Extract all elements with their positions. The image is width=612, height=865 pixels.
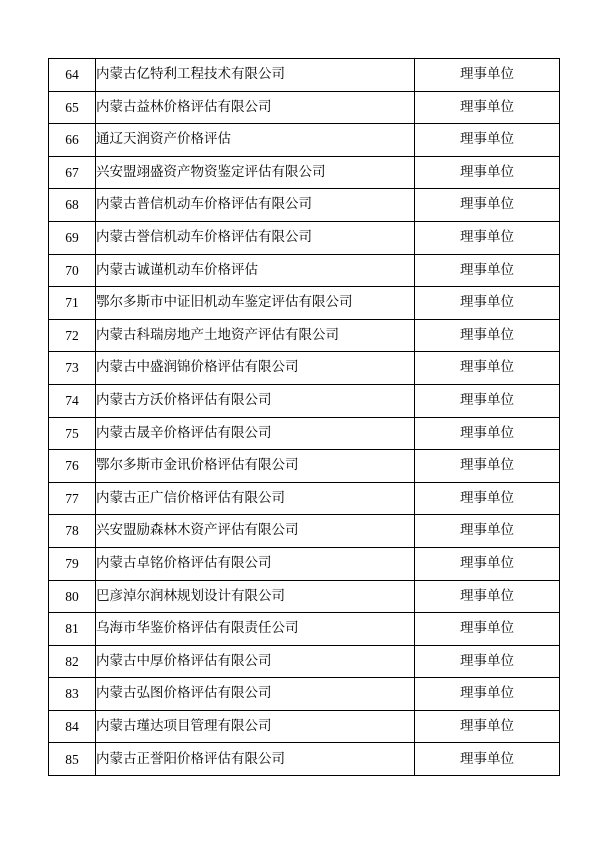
row-number: 78: [49, 515, 96, 548]
company-name: 内蒙古晟辛价格评估有限公司: [96, 417, 415, 450]
company-name: 鄂尔多斯市金讯价格评估有限公司: [96, 450, 415, 483]
company-name: 兴安盟励森林木资产评估有限公司: [96, 515, 415, 548]
company-name: 巴彦淖尔润林规划设计有限公司: [96, 580, 415, 613]
table-row: [49, 580, 560, 613]
row-number: 69: [49, 221, 96, 254]
company-name: 通辽天润资产价格评估: [96, 124, 415, 157]
table-row: [49, 91, 560, 124]
company-name: 内蒙古诚谨机动车价格评估: [96, 254, 415, 287]
row-number: 75: [49, 417, 96, 450]
member-table: [48, 58, 560, 776]
member-role: 理事单位: [415, 221, 560, 254]
table-row: [49, 515, 560, 548]
company-name: 内蒙古中厚价格评估有限公司: [96, 645, 415, 678]
member-role: 理事单位: [415, 710, 560, 743]
table-row: [49, 254, 560, 287]
table-row: [49, 645, 560, 678]
row-number: 73: [49, 352, 96, 385]
row-number: 79: [49, 547, 96, 580]
member-role: 理事单位: [415, 319, 560, 352]
company-name: 内蒙古科瑞房地产土地资产评估有限公司: [96, 319, 415, 352]
table-row: [49, 221, 560, 254]
member-role: 理事单位: [415, 156, 560, 189]
row-number: 71: [49, 287, 96, 320]
member-role: 理事单位: [415, 417, 560, 450]
member-role: 理事单位: [415, 254, 560, 287]
member-role: 理事单位: [415, 678, 560, 711]
row-number: 65: [49, 91, 96, 124]
row-number: 77: [49, 482, 96, 515]
row-number: 80: [49, 580, 96, 613]
table-row: [49, 482, 560, 515]
table-row: [49, 384, 560, 417]
row-number: 83: [49, 678, 96, 711]
table-row: [49, 189, 560, 222]
table-row: [49, 743, 560, 776]
row-number: 74: [49, 384, 96, 417]
company-name: 内蒙古正誉阳价格评估有限公司: [96, 743, 415, 776]
company-name: 内蒙古方沃价格评估有限公司: [96, 384, 415, 417]
member-role: 理事单位: [415, 59, 560, 92]
company-name: 鄂尔多斯市中证旧机动车鉴定评估有限公司: [96, 287, 415, 320]
member-role: 理事单位: [415, 384, 560, 417]
row-number: 76: [49, 450, 96, 483]
member-role: 理事单位: [415, 91, 560, 124]
row-number: 72: [49, 319, 96, 352]
company-name: 内蒙古中盛润锦价格评估有限公司: [96, 352, 415, 385]
member-role: 理事单位: [415, 580, 560, 613]
row-number: 81: [49, 613, 96, 646]
table-row: [49, 156, 560, 189]
member-role: 理事单位: [415, 613, 560, 646]
row-number: 85: [49, 743, 96, 776]
table-row: [49, 59, 560, 92]
company-name: 内蒙古正广信价格评估有限公司: [96, 482, 415, 515]
member-role: 理事单位: [415, 515, 560, 548]
company-name: 内蒙古弘图价格评估有限公司: [96, 678, 415, 711]
table-row: [49, 547, 560, 580]
table-row: [49, 450, 560, 483]
table-row: [49, 287, 560, 320]
table-row: [49, 124, 560, 157]
table-row: [49, 417, 560, 450]
table-row: [49, 613, 560, 646]
table-row: [49, 319, 560, 352]
company-name: 内蒙古卓铭价格评估有限公司: [96, 547, 415, 580]
member-role: 理事单位: [415, 124, 560, 157]
company-name: 兴安盟翊盛资产物资鉴定评估有限公司: [96, 156, 415, 189]
table-row: [49, 352, 560, 385]
company-name: 内蒙古普信机动车价格评估有限公司: [96, 189, 415, 222]
company-name: 内蒙古瑾达项目管理有限公司: [96, 710, 415, 743]
company-name: 内蒙古益林价格评估有限公司: [96, 91, 415, 124]
member-role: 理事单位: [415, 352, 560, 385]
member-table-body: [49, 59, 560, 776]
row-number: 70: [49, 254, 96, 287]
row-number: 68: [49, 189, 96, 222]
company-name: 内蒙古誉信机动车价格评估有限公司: [96, 221, 415, 254]
member-role: 理事单位: [415, 287, 560, 320]
row-number: 84: [49, 710, 96, 743]
row-number: 66: [49, 124, 96, 157]
row-number: 67: [49, 156, 96, 189]
table-row: [49, 678, 560, 711]
company-name: 内蒙古亿特利工程技术有限公司: [96, 59, 415, 92]
member-role: 理事单位: [415, 189, 560, 222]
company-name: 乌海市华鉴价格评估有限责任公司: [96, 613, 415, 646]
member-role: 理事单位: [415, 450, 560, 483]
member-role: 理事单位: [415, 645, 560, 678]
member-role: 理事单位: [415, 482, 560, 515]
row-number: 64: [49, 59, 96, 92]
member-role: 理事单位: [415, 743, 560, 776]
table-row: [49, 710, 560, 743]
row-number: 82: [49, 645, 96, 678]
member-role: 理事单位: [415, 547, 560, 580]
